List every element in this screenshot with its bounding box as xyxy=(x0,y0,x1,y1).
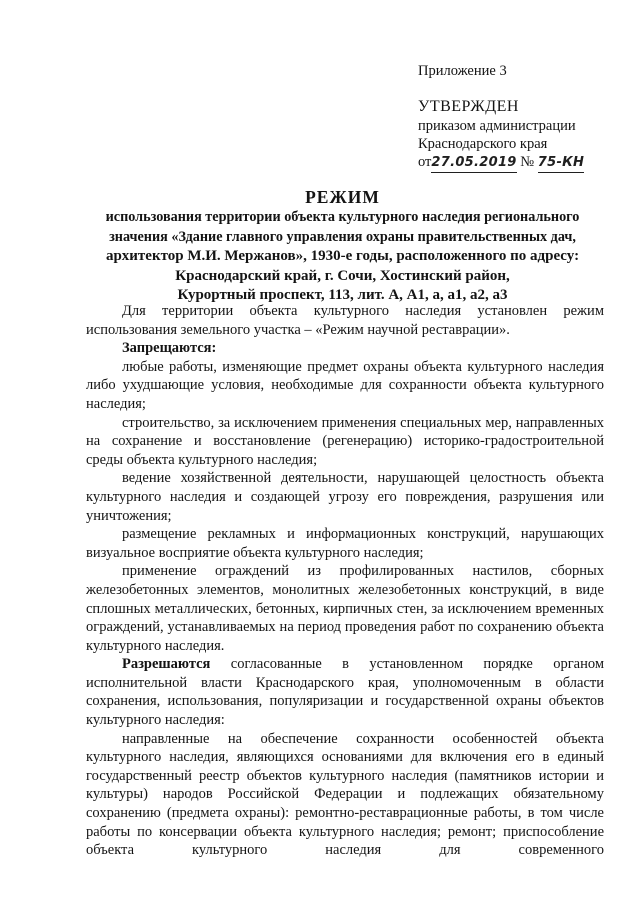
date-prefix: от xyxy=(418,154,432,170)
appendix-label: Приложение 3 xyxy=(418,63,507,79)
order-issuer-line: приказом администрации xyxy=(418,118,576,134)
order-date-value: 27.05.2019 xyxy=(431,155,517,170)
approved-stamp: УТВЕРЖДЕН xyxy=(418,98,519,115)
document-subtitle-line-1: использования территории объекта культурного наследия регионального xyxy=(105,209,580,225)
allowed-item: направленные на обеспечение сохранности особенностей объекта культурного наследия, являющихся основаниями для включения его в единый государственный реестр объектов культурного наследия (памятников истории и культуры) народов Российской Федерации и подлежащих обязательному сохранению (предмета охраны): ремонтно-реставрационные работы, в том числе работы по консервации объекта культурного наследия; ремонт; приспособление объекта культурного наследия для современного xyxy=(86,730,604,859)
prohibited-item: строительство, за исключением применения специальных мер, направленных на сохранение и восстановление (регенерацию) историко-градостроительной среды объекта культурного наследия; xyxy=(86,414,604,468)
document-body xyxy=(86,302,604,860)
number-prefix: № xyxy=(520,154,535,170)
document-subtitle-line-5: Курортный проспект, 113, лит. А, А1, а, а1, а2, а3 xyxy=(177,287,508,303)
order-issuer-region: Краснодарского края xyxy=(418,136,548,152)
document-title-block xyxy=(80,186,605,306)
order-number-value: 75-КН xyxy=(537,155,585,170)
order-date xyxy=(431,153,516,173)
allowed-lead: Разрешаются xyxy=(122,656,211,673)
document-subtitle-line-4: Краснодарский край, г. Сочи, Хостинский район, xyxy=(175,267,510,284)
allowed-text: согласованные в установленном порядке органом исполнительной власти Краснодарского края, уполномоченным в области сохранения, использования, популяризации и государственной охраны объектов культурного наследия: xyxy=(86,656,604,729)
document-title: РЕЖИМ xyxy=(305,187,380,207)
order-number xyxy=(538,153,585,173)
prohibited-item: размещение рекламных и информационных конструкций, нарушающих визуальное восприятие объекта культурного наследия; xyxy=(86,526,604,561)
intro-paragraph: Для территории объекта культурного наследия установлен режим использования земельного участка – «Режим научной реставрации». xyxy=(86,303,604,338)
prohibited-item: ведение хозяйственной деятельности, нарушающей целостность объекта культурного наследия и создающей угрозу его повреждения, разрушения или уничтожения; xyxy=(86,470,604,524)
document-subtitle-line-2: значения «Здание главного управления охраны правительственных дач, xyxy=(109,228,576,245)
prohibited-item: применение ограждений из профилированных настилов, сборных железобетонных элементов, монолитных железобетонных конструкций, в виде сплошных металлических, бетонных, кирпичных стен, за исключением временных ограждений, устанавливаемых на период проведения работ по сохранению объекта культурного наследия. xyxy=(86,563,604,654)
prohibited-heading: Запрещаются: xyxy=(122,340,217,357)
prohibited-item: любые работы, изменяющие предмет охраны объекта культурного наследия либо ухудшающие условия, необходимые для сохранности объекта культурного наследия; xyxy=(86,358,604,412)
allowed-paragraph xyxy=(86,655,604,729)
document-subtitle-line-3: архитектор М.И. Мержанов», 1930-е годы, расположенного по адресу: xyxy=(105,248,580,264)
order-date-number-line xyxy=(418,153,584,173)
